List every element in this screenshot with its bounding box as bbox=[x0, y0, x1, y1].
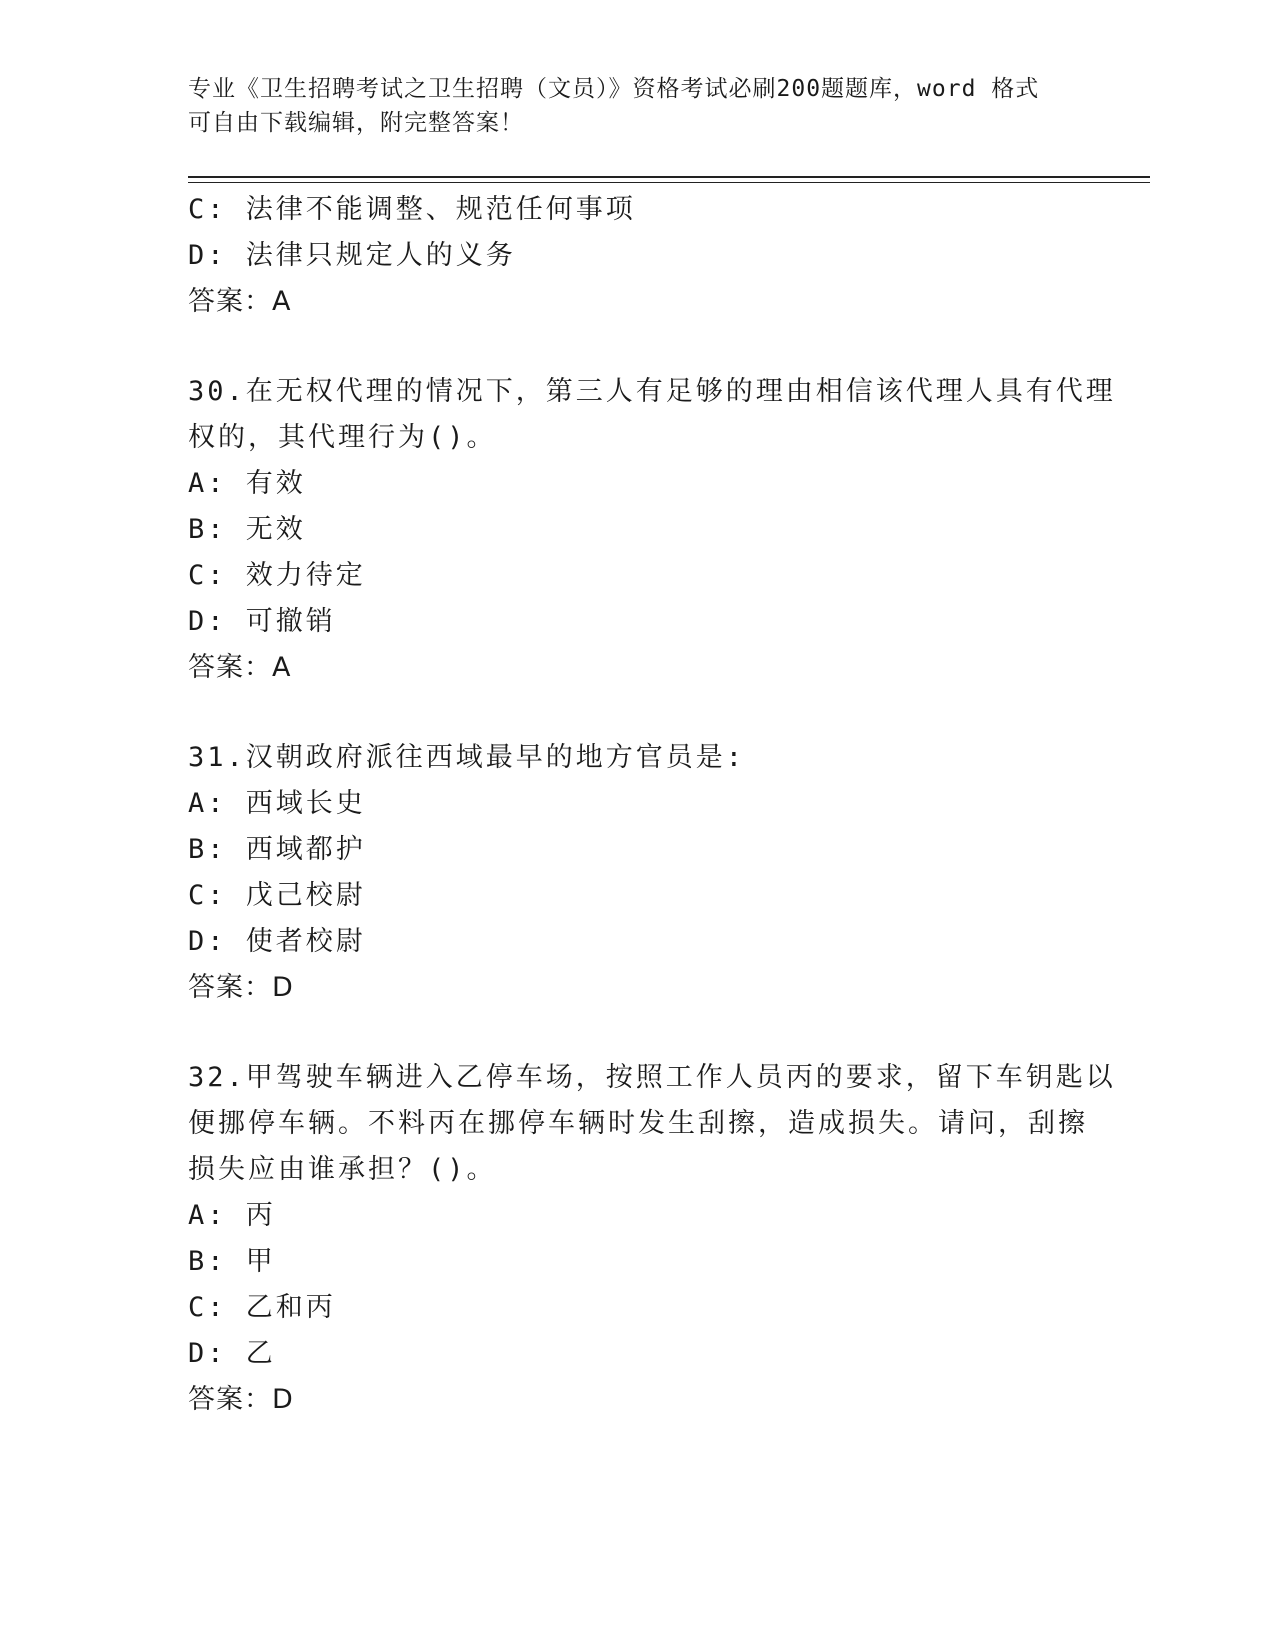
header-line-2: 可自由下载编辑，附完整答案！ bbox=[188, 110, 524, 136]
question-32 bbox=[188, 1055, 1116, 1423]
answer-line: 答案：A bbox=[188, 286, 292, 317]
option-b: B: 西域都护 bbox=[188, 834, 366, 865]
document-header bbox=[188, 72, 1088, 140]
spacer bbox=[188, 691, 1088, 735]
question-list bbox=[188, 187, 1116, 1423]
option-d: D: 法律只规定人的义务 bbox=[188, 240, 516, 271]
option-a: A: 丙 bbox=[188, 1200, 276, 1231]
spacer bbox=[188, 325, 1088, 369]
option-b: B: 无效 bbox=[188, 514, 306, 545]
question-stem-line-1: 30.在无权代理的情况下，第三人有足够的理由相信该代理人具有代理 bbox=[188, 376, 1116, 407]
option-c: C: 效力待定 bbox=[188, 560, 366, 591]
answer-line: 答案：A bbox=[188, 652, 292, 683]
option-a: A: 有效 bbox=[188, 468, 306, 499]
question-stem-line-2: 权的，其代理行为()。 bbox=[188, 422, 497, 453]
question-31 bbox=[188, 735, 1088, 1011]
question-stem-line-2: 便挪停车辆。不料丙在挪停车辆时发生刮擦，造成损失。请问，刮擦 bbox=[188, 1108, 1088, 1139]
option-d: D: 乙 bbox=[188, 1338, 276, 1369]
question-30 bbox=[188, 369, 1116, 691]
option-c: C: 法律不能调整、规范任何事项 bbox=[188, 194, 636, 225]
question-29 bbox=[188, 187, 1088, 325]
option-c: C: 乙和丙 bbox=[188, 1292, 336, 1323]
header-rule-thick bbox=[188, 176, 1150, 178]
option-a: A: 西域长史 bbox=[188, 788, 366, 819]
option-d: D: 使者校尉 bbox=[188, 926, 366, 957]
option-d: D: 可撤销 bbox=[188, 606, 336, 637]
answer-line: 答案：D bbox=[188, 1384, 294, 1415]
question-stem-line-3: 损失应由谁承担？()。 bbox=[188, 1154, 497, 1185]
option-c: C: 戊己校尉 bbox=[188, 880, 366, 911]
question-stem-line-1: 31.汉朝政府派往西域最早的地方官员是: bbox=[188, 742, 746, 773]
option-b: B: 甲 bbox=[188, 1246, 276, 1277]
header-rule-thin bbox=[188, 182, 1150, 183]
header-line-1: 专业《卫生招聘考试之卫生招聘（文员）》资格考试必刷200题题库，word 格式 bbox=[188, 76, 1040, 102]
answer-line: 答案：D bbox=[188, 972, 294, 1003]
question-stem-line-1: 32.甲驾驶车辆进入乙停车场，按照工作人员丙的要求，留下车钥匙以 bbox=[188, 1062, 1116, 1093]
spacer bbox=[188, 1011, 1088, 1055]
